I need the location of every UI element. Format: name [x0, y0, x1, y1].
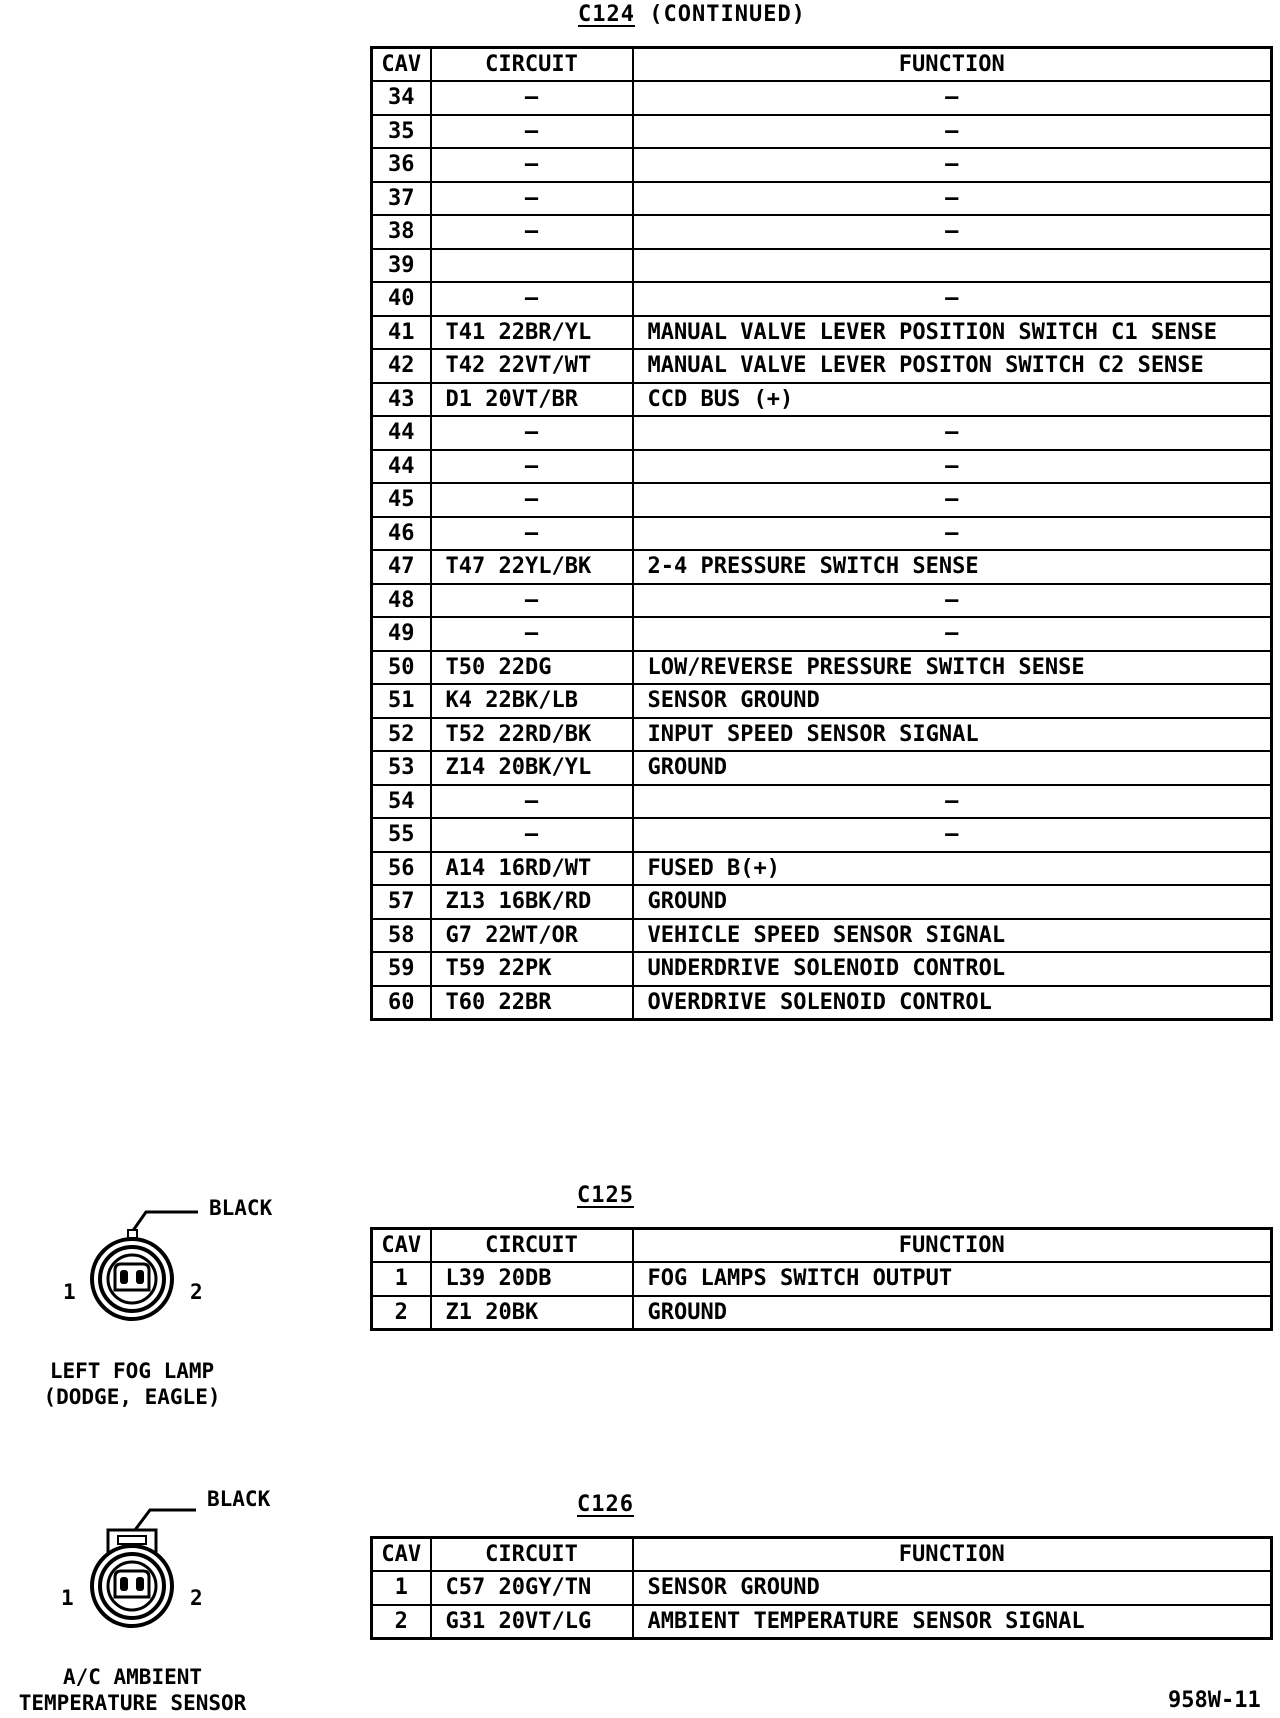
table-row: [372, 550, 1272, 584]
cav-cell: 2: [372, 1296, 431, 1330]
table-row: [372, 182, 1272, 216]
table-row: [372, 148, 1272, 182]
cav-cell: 59: [372, 952, 431, 986]
cav-cell: 53: [372, 751, 431, 785]
cav-cell: 47: [372, 550, 431, 584]
table-row: [372, 651, 1272, 685]
fog-lamp-color-label: BLACK: [209, 1196, 273, 1220]
circuit-cell: –: [431, 81, 633, 115]
c126-title: [577, 1492, 634, 1517]
table-row: [372, 1296, 1272, 1330]
cav-cell: 57: [372, 885, 431, 919]
circuit-header: CIRCUIT: [431, 1229, 633, 1263]
cav-cell: 49: [372, 617, 431, 651]
circuit-cell: –: [431, 450, 633, 484]
circuit-cell: T42 22VT/WT: [431, 349, 633, 383]
function-cell: MANUAL VALVE LEVER POSITION SWITCH C1 SENSE: [633, 316, 1272, 350]
circuit-cell: –: [431, 115, 633, 149]
cav-cell: 2: [372, 1605, 431, 1639]
table-row: [372, 1262, 1272, 1296]
function-cell: OVERDRIVE SOLENOID CONTROL: [633, 986, 1272, 1020]
function-cell: –: [633, 785, 1272, 819]
circuit-cell: T59 22PK: [431, 952, 633, 986]
cav-cell: 58: [372, 919, 431, 953]
circuit-cell: –: [431, 785, 633, 819]
cav-cell: 39: [372, 249, 431, 283]
function-cell: AMBIENT TEMPERATURE SENSOR SIGNAL: [633, 1605, 1272, 1639]
c124-table: [370, 46, 1273, 1021]
cav-cell: 42: [372, 349, 431, 383]
table-row: [372, 986, 1272, 1020]
c126-header-row: [372, 1538, 1272, 1572]
table-row: [372, 952, 1272, 986]
circuit-cell: –: [431, 182, 633, 216]
table-row: [372, 584, 1272, 618]
function-cell: –: [633, 81, 1272, 115]
table-row: [372, 751, 1272, 785]
table-row: [372, 718, 1272, 752]
cav-cell: 43: [372, 383, 431, 417]
cav-cell: 44: [372, 450, 431, 484]
ambient-sensor-color-label: BLACK: [207, 1487, 271, 1511]
circuit-cell: K4 22BK/LB: [431, 684, 633, 718]
table-row: [372, 383, 1272, 417]
circuit-cell: –: [431, 517, 633, 551]
function-cell: SENSOR GROUND: [633, 1571, 1272, 1605]
circuit-header: CIRCUIT: [431, 1538, 633, 1572]
circuit-cell: A14 16RD/WT: [431, 852, 633, 886]
circuit-cell: G7 22WT/OR: [431, 919, 633, 953]
table-row: [372, 81, 1272, 115]
circuit-cell: Z13 16BK/RD: [431, 885, 633, 919]
function-cell: –: [633, 483, 1272, 517]
table-row: [372, 316, 1272, 350]
cav-cell: 38: [372, 215, 431, 249]
table-row: [372, 517, 1272, 551]
function-cell: –: [633, 148, 1272, 182]
circuit-cell: T60 22BR: [431, 986, 633, 1020]
cav-cell: 37: [372, 182, 431, 216]
cav-cell: 46: [372, 517, 431, 551]
ambient-sensor-name-line1: A/C AMBIENT: [62, 1665, 203, 1689]
circuit-cell: –: [431, 148, 633, 182]
function-cell: –: [633, 584, 1272, 618]
cav-cell: 48: [372, 584, 431, 618]
cav-cell: 41: [372, 316, 431, 350]
function-cell: –: [633, 517, 1272, 551]
circuit-cell: –: [431, 215, 633, 249]
circuit-cell: –: [431, 818, 633, 852]
circuit-cell: Z14 20BK/YL: [431, 751, 633, 785]
table-row: [372, 450, 1272, 484]
table-row: [372, 1605, 1272, 1639]
function-cell: FUSED B(+): [633, 852, 1272, 886]
ambient-sensor-connector-name: [0, 1664, 265, 1716]
fog-lamp-connector-name: [12, 1358, 252, 1410]
circuit-cell: –: [431, 416, 633, 450]
fog-lamp-pin2-label: 2: [190, 1280, 203, 1304]
cav-cell: 55: [372, 818, 431, 852]
cav-cell: 34: [372, 81, 431, 115]
cav-cell: 54: [372, 785, 431, 819]
cav-cell: 40: [372, 282, 431, 316]
table-row: [372, 617, 1272, 651]
table-row: [372, 885, 1272, 919]
ambient-sensor-pin2-label: 2: [190, 1586, 203, 1610]
circuit-cell: T50 22DG: [431, 651, 633, 685]
function-cell: –: [633, 282, 1272, 316]
c124-header-row: [372, 48, 1272, 82]
circuit-cell: –: [431, 584, 633, 618]
function-cell: SENSOR GROUND: [633, 684, 1272, 718]
table-row: [372, 919, 1272, 953]
c125-title: [577, 1183, 634, 1208]
table-row: [372, 249, 1272, 283]
function-cell: MANUAL VALVE LEVER POSITON SWITCH C2 SENSE: [633, 349, 1272, 383]
function-cell: VEHICLE SPEED SENSOR SIGNAL: [633, 919, 1272, 953]
table-row: [372, 818, 1272, 852]
table-row: [372, 416, 1272, 450]
ambient-sensor-pin1-label: 1: [61, 1586, 74, 1610]
function-cell: [633, 249, 1272, 283]
fog-lamp-name-line2: (DODGE, EAGLE): [43, 1385, 221, 1409]
c124-title-main: C124: [578, 2, 635, 27]
circuit-cell: C57 20GY/TN: [431, 1571, 633, 1605]
c124-title-suffix: (CONTINUED): [649, 2, 806, 27]
cav-cell: 60: [372, 986, 431, 1020]
c125-table: [370, 1227, 1273, 1331]
figure-reference: 958W-11: [1168, 1688, 1261, 1713]
function-cell: INPUT SPEED SENSOR SIGNAL: [633, 718, 1272, 752]
circuit-cell: G31 20VT/LG: [431, 1605, 633, 1639]
cav-header: CAV: [372, 1538, 431, 1572]
function-cell: GROUND: [633, 1296, 1272, 1330]
cav-cell: 45: [372, 483, 431, 517]
cav-cell: 35: [372, 115, 431, 149]
table-row: [372, 282, 1272, 316]
function-cell: –: [633, 115, 1272, 149]
cav-header: CAV: [372, 48, 431, 82]
function-cell: FOG LAMPS SWITCH OUTPUT: [633, 1262, 1272, 1296]
table-row: [372, 349, 1272, 383]
function-header: FUNCTION: [633, 1538, 1272, 1572]
ambient-sensor-name-line2: TEMPERATURE SENSOR: [18, 1691, 247, 1715]
c126-table: [370, 1536, 1273, 1640]
fog-lamp-name-line1: LEFT FOG LAMP: [49, 1359, 215, 1383]
cav-cell: 36: [372, 148, 431, 182]
circuit-cell: T41 22BR/YL: [431, 316, 633, 350]
table-row: [372, 215, 1272, 249]
function-cell: UNDERDRIVE SOLENOID CONTROL: [633, 952, 1272, 986]
circuit-cell: D1 20VT/BR: [431, 383, 633, 417]
circuit-cell: Z1 20BK: [431, 1296, 633, 1330]
table-row: [372, 1571, 1272, 1605]
table-row: [372, 115, 1272, 149]
circuit-cell: L39 20DB: [431, 1262, 633, 1296]
function-cell: GROUND: [633, 885, 1272, 919]
function-cell: 2-4 PRESSURE SWITCH SENSE: [633, 550, 1272, 584]
function-cell: LOW/REVERSE PRESSURE SWITCH SENSE: [633, 651, 1272, 685]
table-row: [372, 852, 1272, 886]
cav-cell: 52: [372, 718, 431, 752]
table-row: [372, 684, 1272, 718]
function-cell: CCD BUS (+): [633, 383, 1272, 417]
function-cell: –: [633, 617, 1272, 651]
circuit-cell: T47 22YL/BK: [431, 550, 633, 584]
function-cell: GROUND: [633, 751, 1272, 785]
cav-cell: 50: [372, 651, 431, 685]
fog-lamp-pin1-label: 1: [63, 1280, 76, 1304]
circuit-cell: T52 22RD/BK: [431, 718, 633, 752]
c125-title-main: C125: [577, 1183, 634, 1208]
circuit-cell: –: [431, 282, 633, 316]
circuit-cell: –: [431, 483, 633, 517]
c124-table-body: [372, 81, 1272, 1020]
function-cell: –: [633, 215, 1272, 249]
function-cell: –: [633, 818, 1272, 852]
circuit-cell: –: [431, 617, 633, 651]
function-cell: –: [633, 416, 1272, 450]
c124-title: [578, 2, 806, 27]
cav-cell: 56: [372, 852, 431, 886]
function-header: FUNCTION: [633, 1229, 1272, 1263]
c125-header-row: [372, 1229, 1272, 1263]
function-cell: –: [633, 450, 1272, 484]
cav-cell: 1: [372, 1571, 431, 1605]
table-row: [372, 785, 1272, 819]
cav-cell: 51: [372, 684, 431, 718]
circuit-cell: [431, 249, 633, 283]
table-row: [372, 483, 1272, 517]
c126-title-main: C126: [577, 1492, 634, 1517]
circuit-header: CIRCUIT: [431, 48, 633, 82]
function-header: FUNCTION: [633, 48, 1272, 82]
cav-header: CAV: [372, 1229, 431, 1263]
cav-cell: 1: [372, 1262, 431, 1296]
function-cell: –: [633, 182, 1272, 216]
cav-cell: 44: [372, 416, 431, 450]
